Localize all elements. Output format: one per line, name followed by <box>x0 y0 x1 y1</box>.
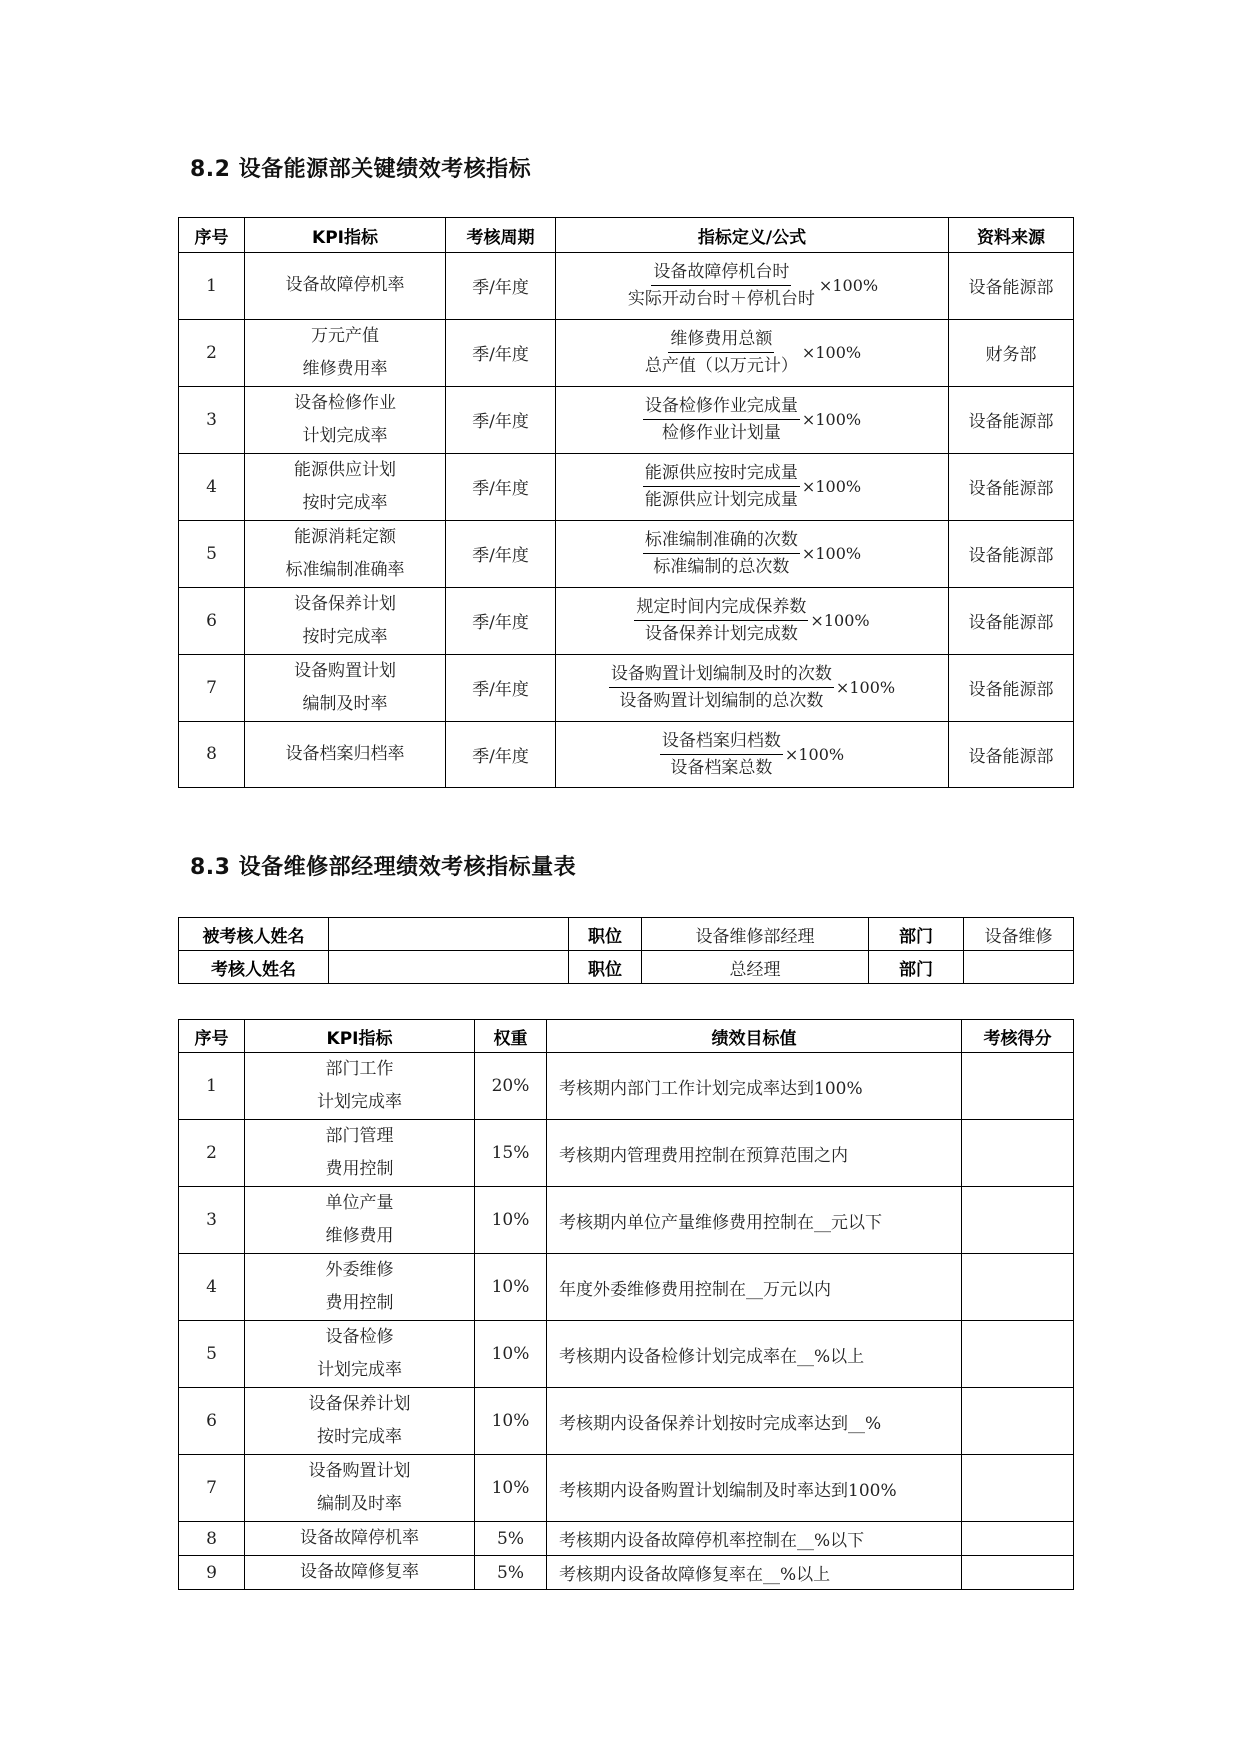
kpi-name-line: 维修费用率 <box>302 358 388 379</box>
formula-cell <box>556 453 949 520</box>
kpi-name-line: 标准编制准确率 <box>285 559 405 580</box>
formula <box>643 462 861 511</box>
formula-denominator: 设备购置计划编制的总次数 <box>619 691 824 711</box>
kpi-table-body <box>179 253 1074 788</box>
kpi-name <box>245 1522 475 1556</box>
formula-numerator: 设备检修作业完成量 <box>643 395 800 420</box>
weight: 10% <box>475 1321 547 1388</box>
data-source: 设备能源部 <box>949 654 1074 721</box>
header-target: 绩效目标值 <box>547 1020 962 1053</box>
formula <box>660 730 844 779</box>
weight: 10% <box>475 1187 547 1254</box>
row-number: 5 <box>179 1321 245 1388</box>
header-score: 考核得分 <box>962 1020 1074 1053</box>
assessee-position-label: 职位 <box>569 918 642 951</box>
formula-numerator: 规定时间内完成保养数 <box>634 596 808 621</box>
assessor-dept-value <box>964 951 1074 984</box>
row-number: 2 <box>179 319 245 386</box>
fraction <box>660 730 783 779</box>
assessment-score <box>962 1556 1074 1590</box>
kpi-name <box>245 1120 475 1187</box>
formula-multiplier: ×100% <box>784 744 845 764</box>
kpi-name <box>245 1388 475 1455</box>
weight: 10% <box>475 1254 547 1321</box>
weight: 5% <box>475 1522 547 1556</box>
kpi-name <box>245 721 446 788</box>
kpi-name-line: 设备故障停机率 <box>285 275 405 296</box>
data-source: 设备能源部 <box>949 520 1074 587</box>
row-number: 4 <box>179 453 245 520</box>
row-number: 8 <box>179 721 245 788</box>
data-source: 设备能源部 <box>949 587 1074 654</box>
kpi-name-line: 设备保养计划 <box>294 593 396 614</box>
row-number: 7 <box>179 654 245 721</box>
kpi-name-line: 设备检修 <box>325 1327 394 1347</box>
table-row <box>179 654 1074 721</box>
kpi-name <box>245 520 446 587</box>
formula-multiplier: ×100% <box>801 544 862 563</box>
row-number: 6 <box>179 587 245 654</box>
kpi-name-line: 万元产值 <box>311 325 379 346</box>
data-source: 设备能源部 <box>949 453 1074 520</box>
performance-target: 年度外委维修费用控制在__万元以内 <box>547 1254 962 1321</box>
formula-numerator: 设备故障停机台时 <box>651 261 791 286</box>
assessment-score <box>962 1388 1074 1455</box>
assessee-dept-label: 部门 <box>869 918 964 951</box>
table-row <box>179 1053 1074 1120</box>
formula <box>643 395 861 444</box>
formula-numerator: 设备购置计划编制及时的次数 <box>609 663 834 688</box>
assessment-score <box>962 1187 1074 1254</box>
assessor-name-value <box>329 951 569 984</box>
assessment-score <box>962 1455 1074 1522</box>
assessment-period: 季/年度 <box>446 520 556 587</box>
table-row <box>179 1120 1074 1187</box>
performance-target: 考核期内管理费用控制在预算范围之内 <box>547 1120 962 1187</box>
table-row <box>179 721 1074 788</box>
row-number: 7 <box>179 1455 245 1522</box>
formula <box>634 596 869 645</box>
table-row <box>179 386 1074 453</box>
kpi-name <box>245 253 446 320</box>
assessment-period: 季/年度 <box>446 453 556 520</box>
header-no: 序号 <box>179 1020 245 1053</box>
formula-numerator: 维修费用总额 <box>668 328 774 353</box>
kpi-name-line: 设备购置计划 <box>308 1461 411 1481</box>
performance-target: 考核期内设备保养计划按时完成率达到__% <box>547 1388 962 1455</box>
kpi-name <box>245 386 446 453</box>
formula-denominator: 检修作业计划量 <box>661 423 781 443</box>
table-row <box>179 1522 1074 1556</box>
kpi-name <box>245 453 446 520</box>
formula-cell <box>556 386 949 453</box>
table-row <box>179 1254 1074 1321</box>
header-period: 考核周期 <box>446 218 556 253</box>
table-row <box>179 1455 1074 1522</box>
kpi-name-line: 计划完成率 <box>302 425 388 446</box>
assessee-info-table <box>178 917 1074 984</box>
kpi-name <box>245 1254 475 1321</box>
table-row <box>179 319 1074 386</box>
header-formula: 指标定义/公式 <box>556 218 949 253</box>
kpi-name-line: 外委维修 <box>325 1260 394 1280</box>
formula-cell <box>556 587 949 654</box>
table-row <box>179 1388 1074 1455</box>
formula-denominator: 设备档案总数 <box>670 757 773 778</box>
kpi-name <box>245 1556 475 1590</box>
kpi-name-line: 设备故障停机率 <box>300 1528 419 1548</box>
kpi-name-line: 部门管理 <box>325 1126 394 1146</box>
kpi-name-line: 按时完成率 <box>302 492 388 513</box>
table-row <box>179 253 1074 320</box>
header-kpi: KPI指标 <box>245 218 446 253</box>
table-row <box>179 1187 1074 1254</box>
row-number: 6 <box>179 1388 245 1455</box>
performance-target: 考核期内部门工作计划完成率达到100% <box>547 1053 962 1120</box>
kpi-name-line: 部门工作 <box>325 1059 394 1079</box>
kpi-name-line: 能源供应计划 <box>294 459 396 480</box>
data-source: 财务部 <box>949 319 1074 386</box>
assessee-position-value: 设备维修部经理 <box>642 918 869 951</box>
weight: 15% <box>475 1120 547 1187</box>
header-no: 序号 <box>179 218 245 253</box>
kpi-name <box>245 1321 475 1388</box>
row-number: 3 <box>179 1187 245 1254</box>
row-number: 4 <box>179 1254 245 1321</box>
assessor-position-label: 职位 <box>569 951 642 984</box>
assessment-period: 季/年度 <box>446 721 556 788</box>
kpi-name-line: 费用控制 <box>325 1293 394 1313</box>
kpi-table-82 <box>178 217 1074 788</box>
performance-target: 考核期内单位产量维修费用控制在__元以下 <box>547 1187 962 1254</box>
row-number: 2 <box>179 1120 245 1187</box>
fraction <box>643 328 800 377</box>
kpi-name <box>245 1455 475 1522</box>
kpi-name-line: 费用控制 <box>325 1159 394 1179</box>
row-number: 5 <box>179 520 245 587</box>
formula-numerator: 设备档案归档数 <box>660 730 783 755</box>
kpi-name-line: 能源消耗定额 <box>294 526 396 547</box>
row-number: 1 <box>179 253 245 320</box>
fraction <box>609 663 834 712</box>
weight: 5% <box>475 1556 547 1590</box>
formula-denominator: 标准编制的总次数 <box>653 557 790 577</box>
formula-cell <box>556 721 949 788</box>
formula <box>643 328 861 377</box>
assessment-score <box>962 1053 1074 1120</box>
table-row <box>179 453 1074 520</box>
performance-target: 考核期内设备故障修复率在__%以上 <box>547 1556 962 1590</box>
header-source: 资料来源 <box>949 218 1074 253</box>
kpi-name-line: 单位产量 <box>325 1193 394 1213</box>
kpi-name <box>245 1187 475 1254</box>
formula <box>643 529 861 578</box>
formula-multiplier: ×100% <box>818 276 879 296</box>
kpi-name <box>245 319 446 386</box>
header-kpi: KPI指标 <box>245 1020 475 1053</box>
kpi-name-line: 设备故障修复率 <box>300 1562 419 1582</box>
assessee-name-value <box>329 918 569 951</box>
assessment-score <box>962 1120 1074 1187</box>
kpi-table-83 <box>178 1019 1074 1590</box>
assessment-period: 季/年度 <box>446 654 556 721</box>
assessment-period: 季/年度 <box>446 319 556 386</box>
kpi-name-line: 编制及时率 <box>302 693 388 714</box>
row-number: 8 <box>179 1522 245 1556</box>
table-row <box>179 1556 1074 1590</box>
kpi-name <box>245 587 446 654</box>
assessor-position-value: 总经理 <box>642 951 869 984</box>
kpi-name-line: 按时完成率 <box>302 626 388 647</box>
row-number: 9 <box>179 1556 245 1590</box>
section-83-title: 8.3 设备维修部经理绩效考核指标量表 <box>190 855 577 880</box>
kpi-name-line: 编制及时率 <box>317 1494 402 1514</box>
performance-target: 考核期内设备故障停机率控制在__%以下 <box>547 1522 962 1556</box>
kpi-name <box>245 1053 475 1120</box>
formula-multiplier: ×100% <box>801 343 862 362</box>
formula-cell <box>556 253 949 320</box>
kpi-name-line: 设备保养计划 <box>308 1394 411 1414</box>
formula-multiplier: ×100% <box>810 611 870 630</box>
formula-numerator: 能源供应按时完成量 <box>643 462 800 487</box>
kpi-name-line: 维修费用 <box>325 1226 394 1246</box>
assessee-dept-value: 设备维修 <box>964 918 1074 951</box>
weight: 10% <box>475 1388 547 1455</box>
assessment-period: 季/年度 <box>446 386 556 453</box>
formula-denominator: 总产值（以万元计） <box>644 356 798 376</box>
kpi-name-line: 按时完成率 <box>317 1427 402 1447</box>
formula-denominator: 能源供应计划完成量 <box>644 490 798 510</box>
table-header-row <box>179 218 1074 253</box>
assessment-period: 季/年度 <box>446 253 556 320</box>
assessor-dept-label: 部门 <box>869 951 964 984</box>
formula-denominator: 实际开动台时＋停机台时 <box>627 289 815 310</box>
formula-cell <box>556 319 949 386</box>
row-number: 1 <box>179 1053 245 1120</box>
table-row <box>179 1321 1074 1388</box>
data-source: 设备能源部 <box>949 721 1074 788</box>
kpi-name-line: 设备购置计划 <box>294 660 396 681</box>
formula-numerator: 标准编制准确的次数 <box>643 529 800 554</box>
assessee-name-label: 被考核人姓名 <box>179 918 329 951</box>
fraction <box>643 395 800 444</box>
header-weight: 权重 <box>475 1020 547 1053</box>
table-row <box>179 520 1074 587</box>
fraction <box>634 596 808 645</box>
assessor-name-label: 考核人姓名 <box>179 951 329 984</box>
fraction <box>643 462 800 511</box>
formula-denominator: 设备保养计划完成数 <box>644 624 798 644</box>
assessment-score <box>962 1522 1074 1556</box>
table-row <box>179 587 1074 654</box>
performance-target: 考核期内设备检修计划完成率在__%以上 <box>547 1321 962 1388</box>
formula-cell <box>556 520 949 587</box>
kpi-name-line: 设备档案归档率 <box>285 743 405 764</box>
row-number: 3 <box>179 386 245 453</box>
section-82-title: 8.2 设备能源部关键绩效考核指标 <box>190 157 532 182</box>
table-header-row <box>179 1020 1074 1053</box>
formula-multiplier: ×100% <box>801 477 862 496</box>
data-source: 设备能源部 <box>949 386 1074 453</box>
formula <box>626 261 878 310</box>
formula-multiplier: ×100% <box>835 678 896 697</box>
kpi-name <box>245 654 446 721</box>
kpi-name-line: 计划完成率 <box>317 1360 402 1380</box>
formula <box>609 663 895 712</box>
kpi-name-line: 设备检修作业 <box>294 392 396 413</box>
fraction <box>626 261 817 310</box>
assessee-row <box>179 918 1074 951</box>
assessment-period: 季/年度 <box>446 587 556 654</box>
performance-target: 考核期内设备购置计划编制及时率达到100% <box>547 1455 962 1522</box>
weight: 20% <box>475 1053 547 1120</box>
data-source: 设备能源部 <box>949 253 1074 320</box>
assessment-score <box>962 1254 1074 1321</box>
formula-cell <box>556 654 949 721</box>
perf-table-body <box>179 1053 1074 1590</box>
fraction <box>643 529 800 578</box>
formula-multiplier: ×100% <box>801 410 862 429</box>
assessor-row <box>179 951 1074 984</box>
kpi-name-line: 计划完成率 <box>317 1092 402 1112</box>
weight: 10% <box>475 1455 547 1522</box>
assessment-score <box>962 1321 1074 1388</box>
